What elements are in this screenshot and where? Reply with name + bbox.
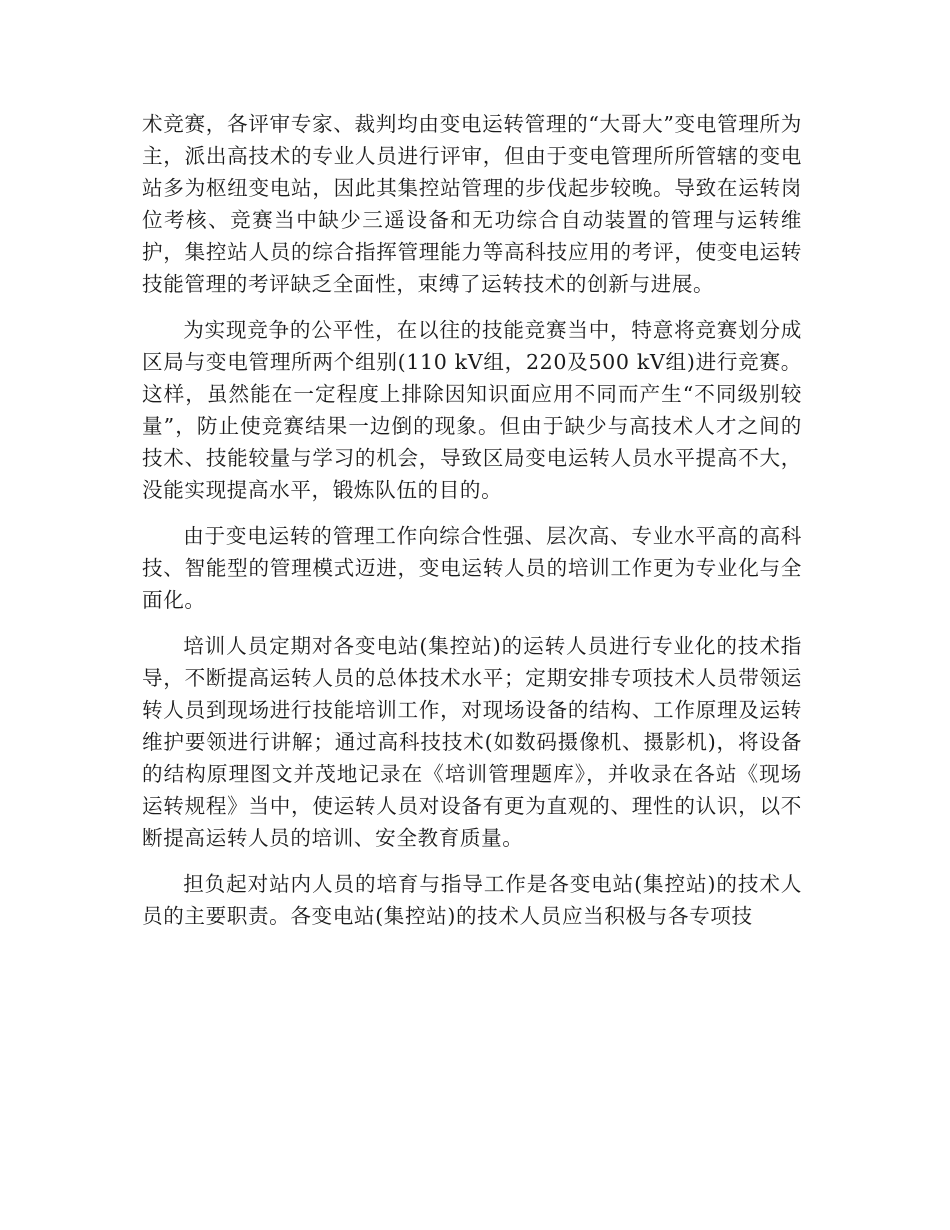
paragraph-2: 为实现竞争的公平性，在以往的技能竞赛当中，特意将竞赛划分成区局与变电管理所两个组别(110 kV组，220及500 kV组)进行竞赛。这样，虽然能在一定程度上排除因知识面应用不同而产生“不同级别较量”，防止使竞赛结果一边倒的现象。但由于缺少与高技术人才之间的技术、技能较量与学习的机会，导致区局变电运转人员水平提高不大，没能实现提高水平，锻炼队伍的目的。 [142,318,802,502]
paragraph-5: 担负起对站内人员的培育与指导工作是各变电站(集控站)的技术人员的主要职责。各变电站(集控站)的技术人员应当积极与各专项技 [142,872,802,928]
paragraph-4: 培训人员定期对各变电站(集控站)的运转人员进行专业化的技术指导，不断提高运转人员的总体技术水平；定期安排专项技术人员带领运转人员到现场进行技能培训工作，对现场设备的结构、工作原理及运转维护要领进行讲解；通过高科技技术(如数码摄像机、摄影机)，将设备的结构原理图文并茂地记录在《培训管理题库》，并收录在各站《现场运转规程》当中，使运转人员对设备有更为直观的、理性的认识，以不断提高运转人员的培训、安全教育质量。 [142,634,802,850]
document-body [142,108,802,946]
paragraph-1: 术竞赛，各评审专家、裁判均由变电运转管理的“大哥大”变电管理所为主，派出高技术的专业人员进行评审，但由于变电管理所所管辖的变电站多为枢纽变电站，因此其集控站管理的步伐起步较晚。导致在运转岗位考核、竞赛当中缺少三遥设备和无功综合自动装置的管理与运转维护，集控站人员的综合指挥管理能力等高科技应用的考评，使变电运转技能管理的考评缺乏全面性，束缚了运转技术的创新与进展。 [142,112,802,296]
paragraph-3: 由于变电运转的管理工作向综合性强、层次高、专业水平高的高科技、智能型的管理模式迈进，变电运转人员的培训工作更为专业化与全面化。 [142,524,802,612]
